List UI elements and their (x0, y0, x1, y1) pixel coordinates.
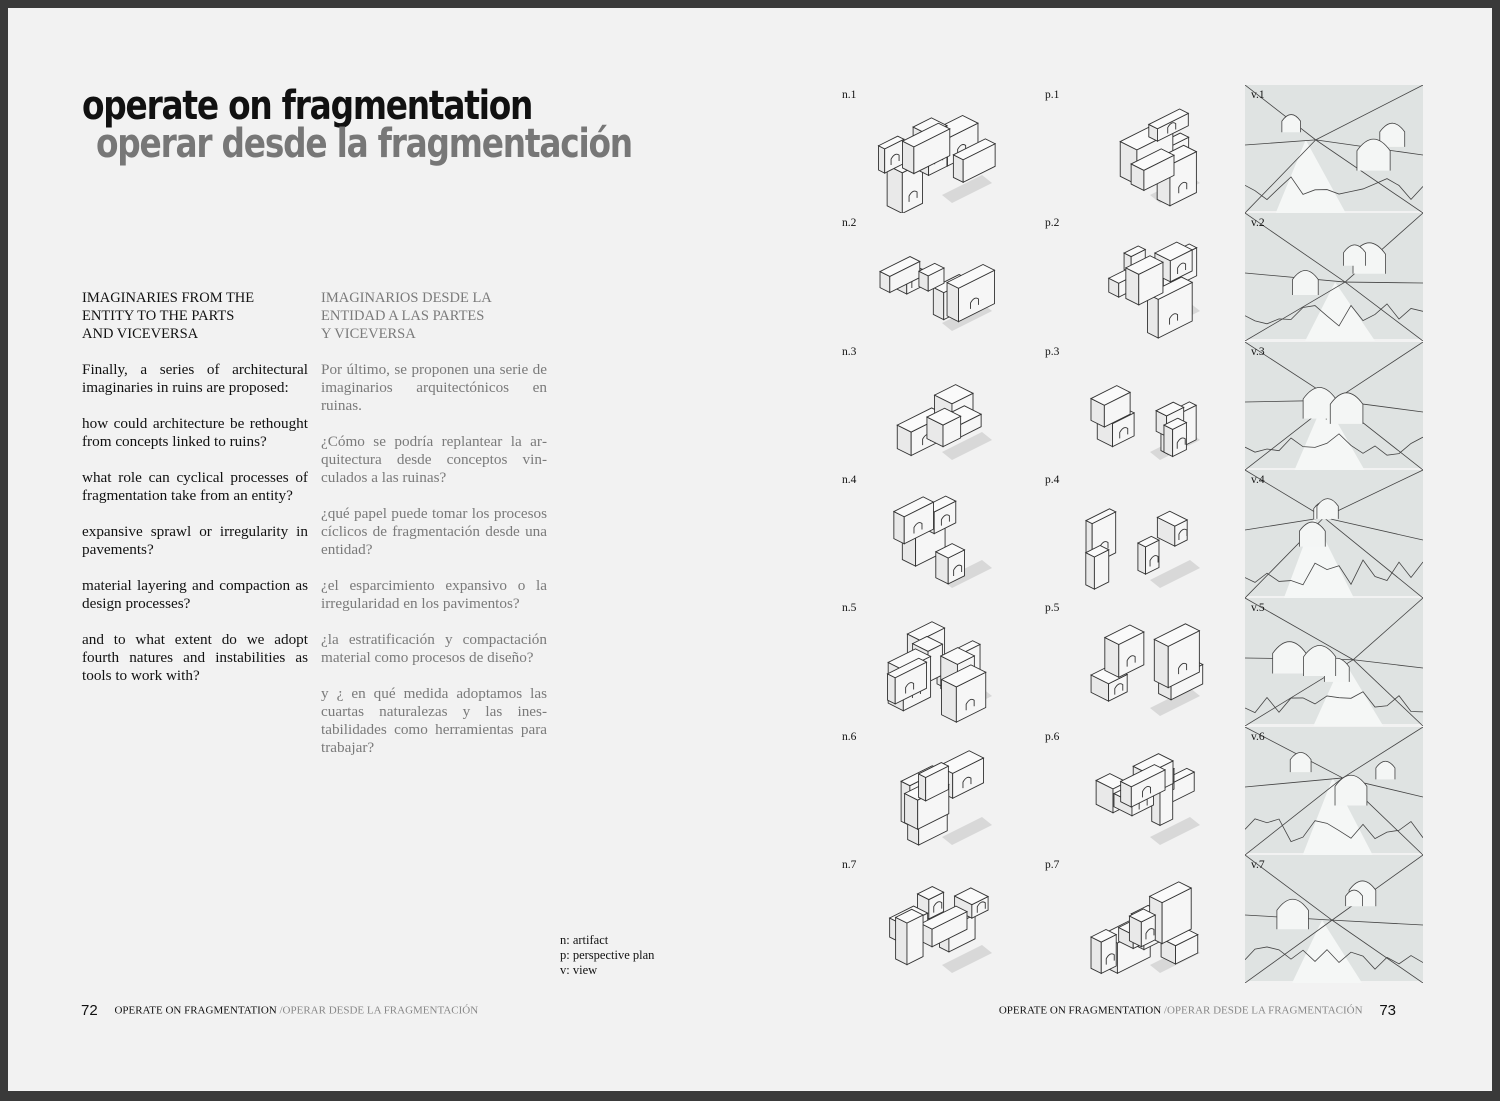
ruin-view-drawing (1245, 85, 1423, 213)
figure-label: n.7 (842, 858, 857, 871)
running-head-en: OPERATE ON FRAGMENTATION (998, 1004, 1162, 1017)
footer-right (999, 1002, 1396, 1019)
book-spread (8, 8, 1492, 1091)
artifact-figure (842, 342, 1020, 470)
figure-label: v.3 (1251, 345, 1265, 358)
axonometric-ruin-drawing (842, 598, 1020, 726)
axonometric-ruin-drawing (842, 85, 1020, 213)
figure-label: n.2 (842, 217, 857, 230)
english-paragraph: what role can cyclical processes of fragmentation take from an entity? (82, 469, 308, 504)
legend-item: n: artifact (560, 933, 609, 947)
spanish-paragraph: ¿qué papel puede tomar los procesos cíclicos de fragmentación desde una entidad? (321, 505, 547, 558)
spanish-column (321, 289, 547, 775)
figure-label: p.5 (1045, 602, 1060, 615)
artifact-figure (842, 855, 1020, 983)
page-number-right: 73 (1379, 1002, 1396, 1019)
axonometric-ruin-drawing (1045, 598, 1223, 726)
english-paragraph: and to what extent do we adopt fourth natures and instabilities as tools to work with? (82, 631, 308, 684)
axonometric-ruin-drawing (842, 213, 1020, 341)
perspective-plan-figure (1045, 855, 1223, 983)
spanish-heading (321, 289, 547, 343)
spanish-paragraph: Por último, se proponen una serie de imaginarios arquitectónicos en ruinas. (321, 361, 547, 414)
figure-label: v.5 (1251, 602, 1265, 615)
figure-label: n.6 (842, 730, 857, 743)
figure-legend (560, 933, 654, 978)
view-figure (1245, 85, 1423, 211)
english-paragraph: expansive sprawl or irregularity in pavements? (82, 523, 308, 558)
ruin-view-drawing (1245, 213, 1423, 341)
running-head-en: OPERATE ON FRAGMENTATION (114, 1004, 277, 1017)
title-english: operate on fragmentation (82, 83, 533, 129)
artifact-figure (842, 727, 1020, 855)
perspective-plan-figure (1045, 470, 1223, 598)
axonometric-ruin-drawing (1045, 342, 1223, 470)
figure-label: p.2 (1045, 217, 1060, 230)
axonometric-ruin-drawing (1045, 855, 1223, 983)
ruin-view-drawing (1245, 727, 1423, 855)
perspective-plan-figure (1045, 727, 1223, 855)
ruin-view-drawing (1245, 855, 1423, 983)
view-figure (1245, 213, 1423, 339)
figure-label: n.1 (842, 89, 857, 101)
axonometric-ruin-drawing (842, 727, 1020, 855)
view-figure (1245, 598, 1423, 724)
figure-label: v.2 (1251, 217, 1265, 230)
running-head-es: /OPERAR DESDE LA FRAGMENTACIÓN (1163, 1004, 1363, 1017)
figure-label: n.3 (842, 345, 857, 358)
english-paragraph: material layering and compaction as design processes? (82, 577, 308, 612)
artifact-figure (842, 598, 1020, 726)
figure-label: p.7 (1045, 858, 1060, 871)
artifact-figure (842, 85, 1020, 213)
heading-line: ENTIDAD A LAS PARTES (321, 308, 485, 324)
footer-left (81, 1002, 478, 1019)
ruin-view-drawing (1245, 470, 1423, 598)
axonometric-ruin-drawing (1045, 727, 1223, 855)
view-figure (1245, 727, 1423, 853)
legend-item: v: view (560, 963, 598, 977)
figure-label: n.5 (842, 602, 857, 615)
english-paragraph: Finally, a series of architectural imaginaries in ruins are proposed: (82, 361, 308, 396)
heading-line: IMAGINARIOS DESDE LA (321, 290, 492, 306)
page-number-left: 72 (81, 1002, 98, 1019)
artifact-figure (842, 213, 1020, 341)
english-heading (82, 289, 308, 343)
title-spanish: operar desde la fragmentación (96, 121, 632, 167)
spanish-paragraph: ¿el esparcimiento expansivo o la irregularidad en los pavimentos? (321, 577, 547, 612)
perspective-plan-figure (1045, 213, 1223, 341)
view-figure (1245, 855, 1423, 981)
figure-label: v.4 (1251, 473, 1265, 486)
view-figure (1245, 470, 1423, 596)
english-column (82, 289, 308, 703)
axonometric-ruin-drawing (842, 342, 1020, 470)
perspective-plan-figure (1045, 342, 1223, 470)
axonometric-ruin-drawing (1045, 470, 1223, 598)
axonometric-ruin-drawing (842, 855, 1020, 983)
artifact-figure (842, 470, 1020, 598)
ruin-view-drawing (1245, 342, 1423, 470)
figure-label: p.6 (1045, 730, 1060, 743)
spanish-paragraph: ¿Cómo se podría replantear la arquitectura desde conceptos vinculados a las ruinas? (321, 433, 547, 486)
figure-label: p.1 (1045, 89, 1060, 101)
ruin-view-drawing (1245, 598, 1423, 726)
spanish-paragraph: y ¿ en qué medida adoptamos las cuartas naturalezas y las inestabilidades como herramientas para trabajar? (321, 685, 547, 756)
heading-line: ENTITY TO THE PARTS (82, 308, 235, 324)
heading-line: Y VICEVERSA (321, 326, 416, 342)
heading-line: IMAGINARIES FROM THE (82, 290, 255, 306)
figure-label: v.1 (1251, 89, 1265, 101)
figure-label: v.7 (1251, 858, 1265, 871)
legend-item: p: perspective plan (560, 948, 655, 962)
axonometric-ruin-drawing (1045, 213, 1223, 341)
figure-label: n.4 (842, 473, 857, 486)
figure-label: v.6 (1251, 730, 1265, 743)
axonometric-ruin-drawing (842, 470, 1020, 598)
perspective-plan-figure (1045, 598, 1223, 726)
view-figure (1245, 342, 1423, 468)
figure-label: p.4 (1045, 473, 1060, 486)
heading-line: AND VICEVERSA (82, 326, 199, 342)
axonometric-ruin-drawing (1045, 85, 1223, 213)
figure-label: p.3 (1045, 345, 1060, 358)
spanish-paragraph: ¿la estratificación y compactación material como procesos de diseño? (321, 631, 547, 666)
perspective-plan-figure (1045, 85, 1223, 213)
english-paragraph: how could architecture be rethought from concepts linked to ruins? (82, 415, 308, 450)
running-head-es: /OPERAR DESDE LA FRAGMENTACIÓN (279, 1004, 479, 1017)
